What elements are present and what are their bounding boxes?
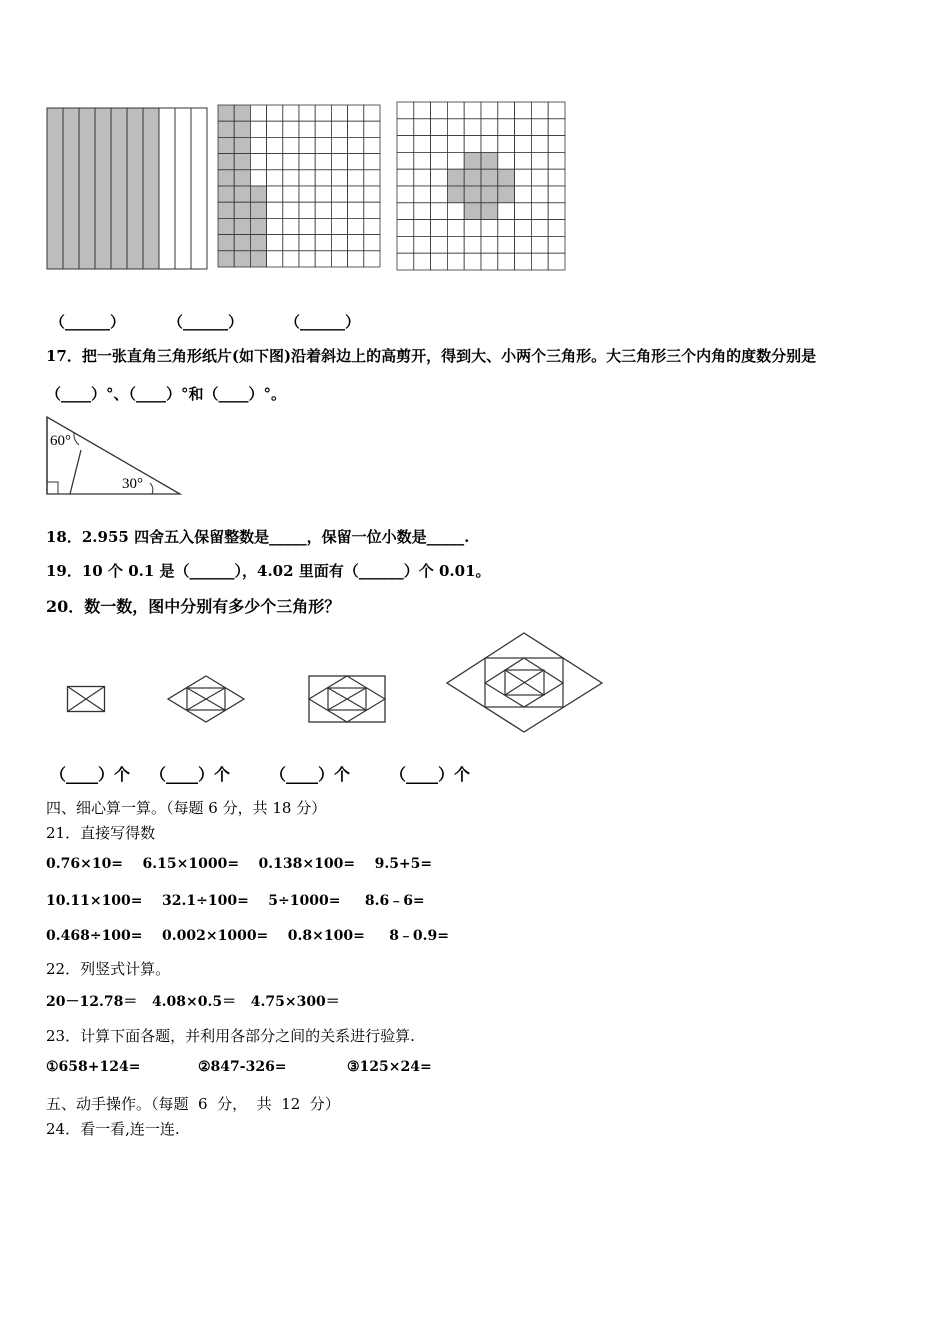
grid-cell — [250, 251, 266, 267]
grid-cell — [431, 119, 448, 136]
grid-cell — [250, 170, 266, 186]
grid-cell — [315, 137, 331, 153]
grid-cell — [299, 218, 315, 234]
grid-cell — [548, 119, 565, 136]
grid-cell — [331, 235, 347, 251]
grid-cell — [431, 236, 448, 253]
grid-cell — [447, 152, 464, 169]
grid-cell — [515, 236, 532, 253]
grid-cell — [548, 102, 565, 119]
grid-cell — [464, 169, 481, 186]
grid-cell — [348, 170, 364, 186]
grid3-svg — [396, 101, 568, 272]
grid-cell — [283, 154, 299, 170]
grid-figure-3 — [396, 101, 568, 276]
q20-text: 20．数一数，图中分别有多少个三角形？ — [46, 597, 341, 616]
grid-cell — [234, 202, 250, 218]
grid-cell — [299, 137, 315, 153]
grid-cell — [548, 152, 565, 169]
grid-cell — [481, 136, 498, 153]
grid-cell — [250, 186, 266, 202]
triangle-figure-1 — [66, 685, 108, 719]
grid-cell — [364, 137, 380, 153]
q17-line1: 17．把一张直角三角形纸片(如下图)沿着斜边上的高剪开，得到大、小两个三角形。大三角形三个内角的度数分别是 — [46, 347, 817, 365]
q20-answer-3[interactable]: （____）个 — [270, 765, 351, 784]
grid-cell — [464, 220, 481, 237]
grid-cell — [267, 235, 283, 251]
grid-cell — [267, 186, 283, 202]
grid-cell — [250, 202, 266, 218]
grid-cell — [331, 154, 347, 170]
grid-cell — [481, 119, 498, 136]
grid-cell — [531, 102, 548, 119]
grid-cell — [431, 253, 448, 270]
grid-cell — [531, 220, 548, 237]
grid-cell — [515, 203, 532, 220]
grid-cell — [414, 186, 431, 203]
q19-text: 19．10 个 0.1 是（______），4.02 里面有（______）个 0.01。 — [46, 562, 491, 580]
q20-answer-4[interactable]: （____）个 — [390, 765, 471, 784]
grid-cell — [548, 220, 565, 237]
q22-row: 20－12.78＝ 4.08×0.5＝ 4.75×300＝ — [46, 994, 340, 1010]
grid-cell — [364, 121, 380, 137]
grid-cell — [250, 105, 266, 121]
grid-cell — [218, 251, 234, 267]
fraction-strip-figure — [46, 107, 209, 275]
grid-cell — [531, 119, 548, 136]
grid-cell — [218, 170, 234, 186]
grid-cell — [414, 152, 431, 169]
grid-cell — [464, 152, 481, 169]
grid-cell — [431, 203, 448, 220]
grid-cell — [250, 121, 266, 137]
q23-item-3: ③125×24= — [347, 1059, 432, 1075]
grid-cell — [234, 105, 250, 121]
triangle-figure-4 — [445, 631, 605, 739]
grid-cell — [348, 235, 364, 251]
grid-cell — [431, 152, 448, 169]
grid-cell — [531, 236, 548, 253]
q23-item-1: ①658+124= — [46, 1059, 141, 1075]
q23-item-2: ②847-326= — [198, 1059, 287, 1075]
grid-cell — [397, 253, 414, 270]
grid-cell — [464, 119, 481, 136]
grid-cell — [531, 152, 548, 169]
grid-cell — [218, 186, 234, 202]
strip-cell — [95, 108, 111, 269]
grid-cell — [447, 203, 464, 220]
grid-cell — [414, 236, 431, 253]
grid-cell — [481, 203, 498, 220]
grid-cell — [234, 235, 250, 251]
strip-cell — [159, 108, 175, 269]
grid-cell — [331, 202, 347, 218]
grid-figure-2 — [217, 104, 382, 274]
grid-cell — [498, 203, 515, 220]
q17-line2: （____）°、（____）°和（____）°。 — [46, 385, 287, 403]
grid-cell — [299, 154, 315, 170]
triangle-figure-2 — [165, 674, 247, 728]
grid-cell — [531, 203, 548, 220]
grid-cell — [414, 102, 431, 119]
grid-cell — [315, 218, 331, 234]
grid-cell — [498, 236, 515, 253]
grid-cell — [267, 202, 283, 218]
grid-cell — [397, 203, 414, 220]
grid-cell — [267, 170, 283, 186]
grid-cell — [414, 136, 431, 153]
strip-cell — [79, 108, 95, 269]
grid-cell — [299, 121, 315, 137]
grid-cell — [299, 202, 315, 218]
grid-cell — [234, 154, 250, 170]
grid-cell — [283, 137, 299, 153]
grid-cell — [414, 253, 431, 270]
q21-row3: 0.468÷100= 0.002×1000= 0.8×100= 8﹣0.9= — [46, 928, 450, 944]
grid-cell — [234, 218, 250, 234]
grid-cell — [531, 253, 548, 270]
right-angle-mark — [47, 482, 58, 494]
grid-cell — [397, 136, 414, 153]
grid-cell — [548, 253, 565, 270]
grid-cell — [218, 154, 234, 170]
grid-cell — [315, 121, 331, 137]
answer-blank-2[interactable]: （______） — [168, 313, 244, 331]
grid-cell — [414, 119, 431, 136]
grid-cell — [548, 136, 565, 153]
q22-title: 22．列竖式计算。 — [46, 960, 171, 978]
grid-cell — [447, 186, 464, 203]
q20-answer-1[interactable]: （____）个 — [50, 765, 131, 784]
grid-cell — [331, 170, 347, 186]
q24-title: 24．看一看,连一连. — [46, 1120, 180, 1138]
grid-cell — [397, 119, 414, 136]
grid-cell — [515, 136, 532, 153]
grid-cell — [481, 253, 498, 270]
grid-cell — [283, 186, 299, 202]
grid-cell — [364, 186, 380, 202]
grid-cell — [498, 102, 515, 119]
grid-cell — [331, 186, 347, 202]
grid-cell — [348, 251, 364, 267]
grid-cell — [431, 169, 448, 186]
grid-cell — [364, 218, 380, 234]
grid-cell — [481, 220, 498, 237]
grid-cell — [348, 186, 364, 202]
grid-cell — [397, 236, 414, 253]
grid-cell — [283, 251, 299, 267]
grid-cell — [315, 105, 331, 121]
grid-cell — [515, 169, 532, 186]
grid-cell — [364, 235, 380, 251]
grid-cell — [234, 137, 250, 153]
grid-cell — [250, 218, 266, 234]
grid-cell — [283, 121, 299, 137]
grid-cell — [218, 202, 234, 218]
section-5-title: 五、动手操作。（每题 6 分， 共 12 分） — [46, 1095, 340, 1113]
grid-cell — [283, 202, 299, 218]
strip-cell — [63, 108, 79, 269]
grid-cell — [283, 105, 299, 121]
grid-cell — [267, 218, 283, 234]
angle-60-label: 60° — [50, 433, 71, 449]
strip-cell — [191, 108, 207, 269]
grid-cell — [481, 169, 498, 186]
grid-cell — [283, 235, 299, 251]
grid-cell — [331, 121, 347, 137]
grid-cell — [267, 251, 283, 267]
grid-cell — [548, 186, 565, 203]
grid-cell — [431, 186, 448, 203]
grid-cell — [481, 236, 498, 253]
grid-cell — [364, 154, 380, 170]
grid-cell — [447, 119, 464, 136]
grid-cell — [315, 251, 331, 267]
grid-cell — [414, 220, 431, 237]
grid-cell — [397, 169, 414, 186]
grid-cell — [299, 235, 315, 251]
grid-cell — [283, 218, 299, 234]
grid-cell — [464, 253, 481, 270]
grid-cell — [299, 186, 315, 202]
grid-cell — [548, 169, 565, 186]
grid-cell — [348, 105, 364, 121]
grid-cell — [397, 102, 414, 119]
grid-cell — [299, 170, 315, 186]
q20-answer-2[interactable]: （____）个 — [150, 765, 231, 784]
grid-cell — [315, 235, 331, 251]
grid-cell — [397, 220, 414, 237]
grid-cell — [531, 136, 548, 153]
grid-cell — [447, 169, 464, 186]
grid-cell — [447, 136, 464, 153]
grid-cell — [464, 102, 481, 119]
grid-cell — [515, 253, 532, 270]
grid-cell — [481, 186, 498, 203]
grid-cell — [234, 186, 250, 202]
grid-cell — [234, 121, 250, 137]
grid-cell — [364, 251, 380, 267]
grid-cell — [431, 136, 448, 153]
grid-cell — [348, 202, 364, 218]
q21-row1: 0.76×10= 6.15×1000= 0.138×100= 9.5+5= — [46, 856, 433, 872]
grid-cell — [250, 235, 266, 251]
grid-cell — [531, 169, 548, 186]
grid-cell — [498, 186, 515, 203]
grid-cell — [234, 170, 250, 186]
strips-svg — [46, 107, 209, 271]
grid-cell — [464, 203, 481, 220]
grid-cell — [498, 152, 515, 169]
grid-cell — [234, 251, 250, 267]
grid-cell — [548, 236, 565, 253]
strip-cell — [47, 108, 63, 269]
q18-text: 18．2.955 四舍五入保留整数是_____，保留一位小数是_____. — [46, 528, 470, 546]
grid-cell — [299, 105, 315, 121]
grid-cell — [464, 236, 481, 253]
section-4-title: 四、细心算一算。（每题 6 分，共 18 分） — [46, 799, 327, 817]
grid-cell — [397, 186, 414, 203]
grid-cell — [218, 105, 234, 121]
grid-cell — [218, 137, 234, 153]
grid-cell — [267, 105, 283, 121]
grid-cell — [464, 186, 481, 203]
grid-cell — [431, 102, 448, 119]
grid-cell — [348, 218, 364, 234]
grid-cell — [283, 170, 299, 186]
grid2-svg — [217, 104, 382, 270]
grid-cell — [331, 251, 347, 267]
grid-cell — [498, 169, 515, 186]
grid-cell — [218, 121, 234, 137]
grid-cell — [348, 154, 364, 170]
grid-cell — [315, 170, 331, 186]
strip-cell — [111, 108, 127, 269]
grid-cell — [218, 235, 234, 251]
strip-cell — [175, 108, 191, 269]
grid-cell — [331, 105, 347, 121]
grid-cell — [531, 186, 548, 203]
right-triangle-figure — [44, 414, 184, 502]
triangle-figure-3 — [307, 674, 389, 730]
grid-cell — [481, 152, 498, 169]
grid-cell — [447, 220, 464, 237]
grid-cell — [348, 137, 364, 153]
grid-cell — [464, 136, 481, 153]
grid-cell — [515, 119, 532, 136]
grid-cell — [447, 102, 464, 119]
grid-cell — [447, 253, 464, 270]
angle-30-label: 30° — [122, 476, 143, 492]
grid-cell — [481, 102, 498, 119]
grid-cell — [348, 121, 364, 137]
grid-cell — [447, 236, 464, 253]
grid-cell — [498, 253, 515, 270]
answer-blank-3[interactable]: （______） — [285, 313, 361, 331]
grid-cell — [515, 220, 532, 237]
grid-cell — [498, 220, 515, 237]
grid-cell — [364, 170, 380, 186]
grid-cell — [498, 119, 515, 136]
grid-cell — [414, 169, 431, 186]
grid-cell — [315, 186, 331, 202]
triangle-outline — [47, 417, 180, 494]
grid-cell — [315, 202, 331, 218]
grid-cell — [364, 202, 380, 218]
grid-cell — [331, 218, 347, 234]
altitude-line — [70, 450, 81, 494]
grid-cell — [315, 154, 331, 170]
strip-cell — [127, 108, 143, 269]
grid-cell — [515, 102, 532, 119]
q21-title: 21．直接写得数 — [46, 824, 156, 842]
grid-cell — [267, 137, 283, 153]
strip-cell — [143, 108, 159, 269]
grid-cell — [267, 154, 283, 170]
grid-cell — [364, 105, 380, 121]
grid-cell — [250, 154, 266, 170]
grid-cell — [299, 251, 315, 267]
grid-cell — [431, 220, 448, 237]
grid-cell — [218, 218, 234, 234]
grid-cell — [498, 136, 515, 153]
grid-cell — [250, 137, 266, 153]
grid-cell — [414, 203, 431, 220]
q21-row2: 10.11×100= 32.1÷100= 5÷1000= 8.6﹣6= — [46, 893, 425, 909]
grid-cell — [548, 203, 565, 220]
grid-cell — [331, 137, 347, 153]
answer-blank-1[interactable]: （______） — [50, 313, 126, 331]
grid-cell — [515, 152, 532, 169]
grid-cell — [267, 121, 283, 137]
grid-cell — [397, 152, 414, 169]
q23-title: 23．计算下面各题，并利用各部分之间的关系进行验算. — [46, 1027, 415, 1045]
grid-cell — [515, 186, 532, 203]
